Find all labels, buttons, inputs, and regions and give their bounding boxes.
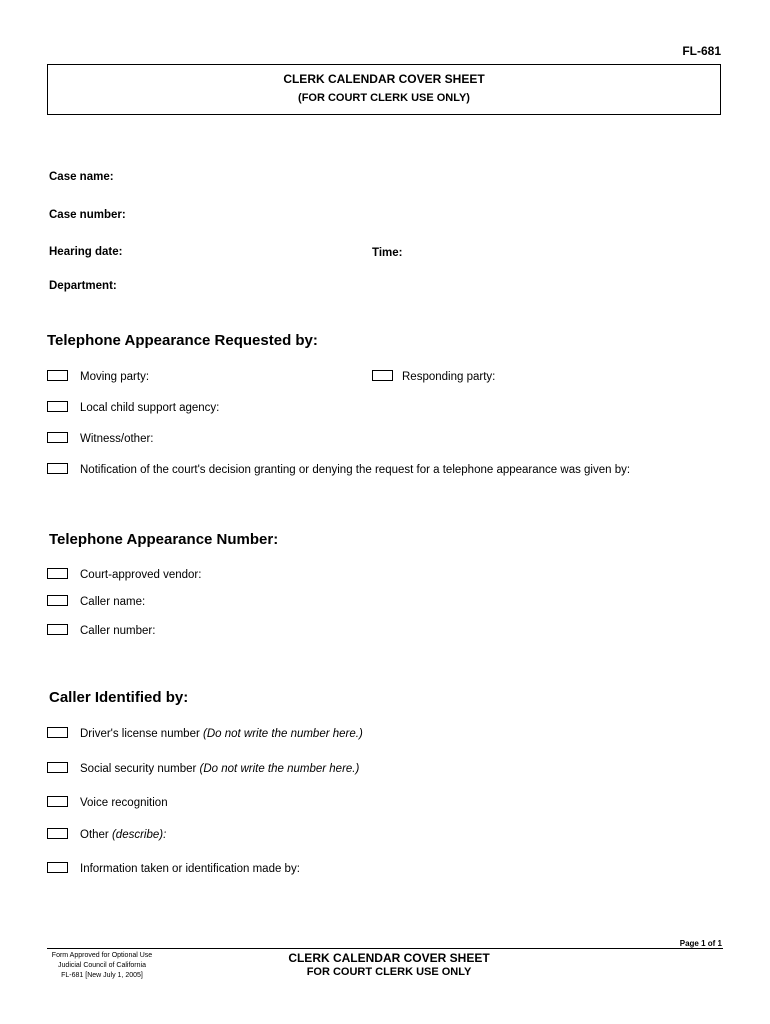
footer-title: CLERK CALENDAR COVER SHEET (288, 951, 490, 965)
approval-line-2: Judicial Council of California (58, 962, 146, 969)
social-security-note: (Do not write the number here.) (199, 763, 360, 775)
social-security-checkbox[interactable] (47, 762, 68, 773)
time-label: Time: (372, 247, 403, 259)
other-checkbox[interactable] (47, 828, 68, 839)
social-security-text: Social security number (80, 763, 197, 775)
witness-other-label: Witness/other: (80, 433, 154, 445)
drivers-license-checkbox[interactable] (47, 727, 68, 738)
form-id: FL-681 (682, 44, 721, 58)
form-title: CLERK CALENDAR COVER SHEET (283, 72, 485, 86)
drivers-license-text: Driver's license number (80, 728, 200, 740)
notification-label: Notification of the court's decision granting or denying the request for a telephone appearance was given by: (80, 464, 631, 476)
voice-recognition-label: Voice recognition (80, 797, 168, 809)
child-support-agency-checkbox[interactable] (47, 401, 68, 412)
requested-by-heading: Telephone Appearance Requested by: (47, 332, 318, 349)
department-label: Department: (49, 280, 117, 292)
vendor-label: Court-approved vendor: (80, 569, 202, 581)
appearance-number-heading: Telephone Appearance Number: (49, 531, 279, 548)
footer-divider (47, 948, 723, 949)
other-label (80, 829, 166, 841)
witness-other-checkbox[interactable] (47, 432, 68, 443)
voice-recognition-checkbox[interactable] (47, 796, 68, 807)
other-note: (describe): (111, 829, 167, 841)
other-text: Other (80, 829, 109, 841)
responding-party-label: Responding party: (402, 371, 496, 383)
moving-party-label: Moving party: (80, 371, 150, 383)
child-support-agency-label: Local child support agency: (80, 402, 220, 414)
approval-line-3: FL-681 [New July 1, 2005] (61, 972, 143, 979)
page-number: Page 1 of 1 (679, 939, 722, 948)
footer-approval (47, 951, 157, 981)
caller-number-label: Caller number: (80, 625, 156, 637)
info-taken-label: Information taken or identification made by: (80, 863, 300, 875)
info-taken-checkbox[interactable] (47, 862, 68, 873)
caller-name-label: Caller name: (80, 596, 146, 608)
caller-identified-heading: Caller Identified by: (49, 689, 189, 706)
form-subtitle: (FOR COURT CLERK USE ONLY) (298, 92, 470, 104)
moving-party-checkbox[interactable] (47, 370, 68, 381)
hearing-date-label: Hearing date: (49, 246, 123, 258)
social-security-label (80, 763, 359, 775)
drivers-license-label (80, 728, 363, 740)
notification-checkbox[interactable] (47, 463, 68, 474)
caller-number-checkbox[interactable] (47, 624, 68, 635)
footer-subtitle: FOR COURT CLERK USE ONLY (306, 966, 472, 978)
case-name-label: Case name: (49, 171, 114, 183)
caller-name-checkbox[interactable] (47, 595, 68, 606)
approval-line-1: Form Approved for Optional Use (51, 952, 153, 959)
case-number-label: Case number: (49, 209, 126, 221)
responding-party-checkbox[interactable] (372, 370, 393, 381)
drivers-license-note: (Do not write the number here.) (203, 728, 363, 740)
vendor-checkbox[interactable] (47, 568, 68, 579)
